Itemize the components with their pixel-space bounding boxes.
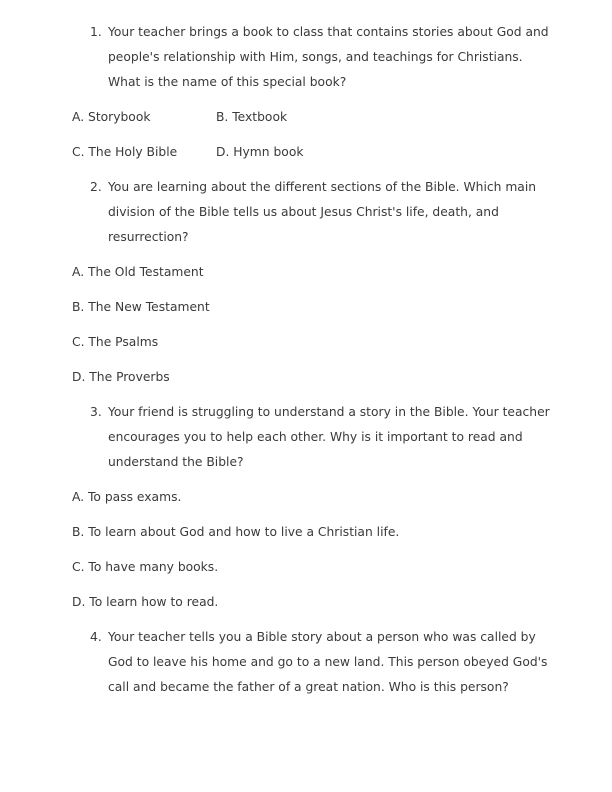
- question-number: 1.: [90, 25, 102, 39]
- question-text: Your teacher brings a book to class that contains stories about God and people's relationship with Him, songs, and teachings for Christians. What is the name of this special book?: [108, 25, 549, 89]
- option-a: A. The Old Testament: [72, 265, 204, 279]
- question-text: Your friend is struggling to understand a story in the Bible. Your teacher encourages you to help each other. Why is it important to read and understand the Bible?: [108, 405, 550, 469]
- question-1: [90, 20, 550, 95]
- option-b: B. The New Testament: [72, 300, 210, 314]
- question-number: 2.: [90, 180, 102, 194]
- option-d: D. Hymn book: [216, 145, 304, 159]
- question-2: [90, 175, 550, 250]
- option-d: D. To learn how to read.: [72, 595, 219, 609]
- question-text: Your teacher tells you a Bible story about a person who was called by God to leave his home and go to a new land. This person obeyed God's call and became the father of a great nation. Who is this person?: [108, 630, 548, 694]
- option-c: C. To have many books.: [72, 560, 219, 574]
- option-c: C. The Psalms: [72, 335, 159, 349]
- option-a: A. To pass exams.: [72, 490, 182, 504]
- option-c: C. The Holy Bible: [72, 145, 178, 159]
- question-4: [90, 625, 550, 700]
- option-d: D. The Proverbs: [72, 370, 170, 384]
- question-number: 4.: [90, 630, 102, 644]
- option-b: B. Textbook: [216, 110, 288, 124]
- question-number: 3.: [90, 405, 102, 419]
- option-b: B. To learn about God and how to live a Christian life.: [72, 525, 400, 539]
- option-a: A. Storybook: [72, 110, 151, 124]
- question-text: You are learning about the different sections of the Bible. Which main division of the Bible tells us about Jesus Christ's life, death, and resurrection?: [108, 180, 537, 244]
- question-3: [90, 400, 550, 475]
